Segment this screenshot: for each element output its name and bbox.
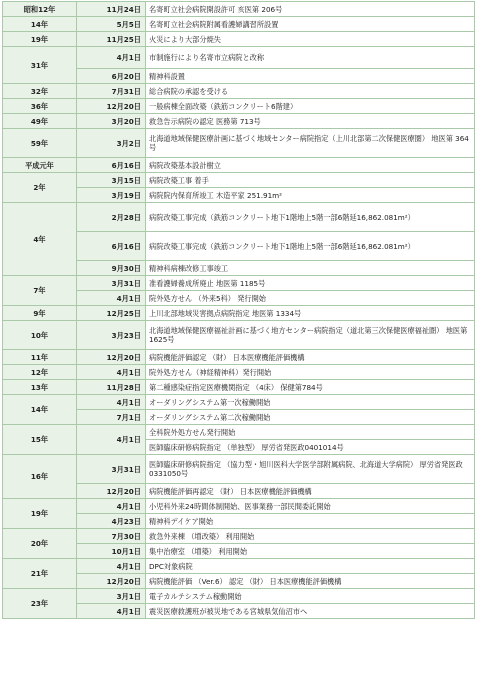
table-row — [3, 158, 475, 173]
date-cell: 4月23日 — [77, 514, 146, 529]
date-cell: 11月25日 — [77, 32, 146, 47]
event-cell: 全科院外処方せん発行開始 — [146, 425, 475, 440]
table-row — [3, 306, 475, 321]
date-cell: 12月20日 — [77, 350, 146, 365]
date-cell: 4月1日 — [77, 499, 146, 514]
table-row — [3, 350, 475, 365]
event-cell: 総合病院の承認を受ける — [146, 84, 475, 99]
date-cell: 3月1日 — [77, 589, 146, 604]
event-cell: 病院改築工事完成（鉄筋コンクリート地下1階地上5階一部6階延16,862.081m²） — [146, 232, 475, 261]
year-cell: 49年 — [3, 114, 77, 129]
event-cell: 救急外来棟 （増改築） 利用開始 — [146, 529, 475, 544]
date-cell: 12月20日 — [77, 574, 146, 589]
event-cell: 名寄町立社会病院開設許可 亥医第 206号 — [146, 2, 475, 17]
year-cell: 20年 — [3, 529, 77, 559]
date-cell: 6月16日 — [77, 158, 146, 173]
event-cell: 北海道地域保健医療計画に基づく地域センター病院指定（上川北部第二次保健医療圏） 地医第 364号 — [146, 129, 475, 158]
event-cell: 第二種感染症指定医療機関指定 （4床） 保健第784号 — [146, 380, 475, 395]
event-cell: 病院改築工事完成（鉄筋コンクリート地下1階地上5階一部6階延16,862.081m²） — [146, 203, 475, 232]
table-row — [3, 129, 475, 158]
event-cell: 震災医療救護班が被災地である宮城県気仙沼市へ — [146, 604, 475, 619]
table-row — [3, 114, 475, 129]
table-row — [3, 559, 475, 574]
event-cell: 精神科デイケア開始 — [146, 514, 475, 529]
date-cell: 7月31日 — [77, 84, 146, 99]
table-row — [3, 499, 475, 514]
date-cell: 4月1日 — [77, 559, 146, 574]
date-cell: 7月1日 — [77, 410, 146, 425]
table-row — [3, 32, 475, 47]
event-cell: 救急告示病院の認定 医務第 713号 — [146, 114, 475, 129]
event-cell: 病院院内保育所竣工 木造平家 251.91m² — [146, 188, 475, 203]
table-row — [3, 395, 475, 410]
date-cell: 2月28日 — [77, 203, 146, 232]
year-cell: 平成元年 — [3, 158, 77, 173]
event-cell: 病院機能評価 （Ver.6） 認定 （財） 日本医療機能評価機構 — [146, 574, 475, 589]
date-cell: 12月20日 — [77, 99, 146, 114]
date-cell: 3月31日 — [77, 276, 146, 291]
date-cell: 9月30日 — [77, 261, 146, 276]
date-cell: 4月1日 — [77, 395, 146, 410]
year-cell: 36年 — [3, 99, 77, 114]
year-cell: 31年 — [3, 47, 77, 84]
table-row — [3, 173, 475, 188]
date-cell: 4月1日 — [77, 47, 146, 69]
event-cell: 精神科設置 — [146, 69, 475, 84]
date-cell: 3月20日 — [77, 114, 146, 129]
date-cell: 3月23日 — [77, 321, 146, 350]
event-cell: 集中治療室 （増築） 利用開始 — [146, 544, 475, 559]
year-cell: 19年 — [3, 32, 77, 47]
year-cell: 19年 — [3, 499, 77, 529]
year-cell: 2年 — [3, 173, 77, 203]
table-row — [3, 365, 475, 380]
table-row — [3, 276, 475, 291]
date-cell: 6月20日 — [77, 69, 146, 84]
event-cell: 北海道地域保健医療福祉計画に基づく地方センター病院指定（道北第三次保健医療福祉圏） 地医第 1625号 — [146, 321, 475, 350]
date-cell: 3月19日 — [77, 188, 146, 203]
date-cell: 3月15日 — [77, 173, 146, 188]
year-cell: 12年 — [3, 365, 77, 380]
year-cell: 7年 — [3, 276, 77, 306]
event-cell: 准看護婦養成所廃止 地医第 1185号 — [146, 276, 475, 291]
date-cell: 12月20日 — [77, 484, 146, 499]
event-cell: 上川北部地域災害拠点病院指定 地医第 1334号 — [146, 306, 475, 321]
event-cell: 医師臨床研修病院指定 （協力型・旭川医科大学医学部附属病院、北海道大学病院） 厚労省発医政0331050号 — [146, 455, 475, 484]
history-table — [2, 1, 475, 619]
date-cell: 11月28日 — [77, 380, 146, 395]
table-row — [3, 380, 475, 395]
table-row — [3, 425, 475, 440]
event-cell: オーダリングシステム第二次稼働開始 — [146, 410, 475, 425]
date-cell: 6月16日 — [77, 232, 146, 261]
event-cell: 精神科病棟改修工事竣工 — [146, 261, 475, 276]
date-cell: 4月1日 — [77, 291, 146, 306]
event-cell: 火災により大部分焼失 — [146, 32, 475, 47]
table-row — [3, 321, 475, 350]
year-cell: 11年 — [3, 350, 77, 365]
event-cell: 一般病棟全面改築（鉄筋コンクリート6階建） — [146, 99, 475, 114]
year-cell: 15年 — [3, 425, 77, 455]
table-row — [3, 17, 475, 32]
date-cell: 4月1日 — [77, 425, 146, 455]
year-cell: 9年 — [3, 306, 77, 321]
event-cell: 名寄町立社会病院附属看護婦講習所設置 — [146, 17, 475, 32]
event-cell: 病院改築基本設計樹立 — [146, 158, 475, 173]
table-row — [3, 84, 475, 99]
year-cell: 昭和12年 — [3, 2, 77, 17]
table-row — [3, 529, 475, 544]
date-cell: 3月2日 — [77, 129, 146, 158]
event-cell: 医師臨床研修病院指定 （単独型） 厚労省発医政0401014号 — [146, 440, 475, 455]
year-cell: 10年 — [3, 321, 77, 350]
event-cell: 院外処方せん （外来5科） 発行開始 — [146, 291, 475, 306]
year-cell: 23年 — [3, 589, 77, 619]
event-cell: 院外処方せん（神経精神科）発行開始 — [146, 365, 475, 380]
event-cell: 電子カルテシステム稼動開始 — [146, 589, 475, 604]
date-cell: 4月1日 — [77, 604, 146, 619]
event-cell: 病院改築工事 着手 — [146, 173, 475, 188]
event-cell: 小児科外来24時間体制開始、医事業務一部民間委託開始 — [146, 499, 475, 514]
table-row — [3, 2, 475, 17]
date-cell: 5月5日 — [77, 17, 146, 32]
year-cell: 13年 — [3, 380, 77, 395]
event-cell: 病院機能評価認定 （財） 日本医療機能評価機構 — [146, 350, 475, 365]
table-row — [3, 455, 475, 484]
date-cell: 12月25日 — [77, 306, 146, 321]
date-cell: 7月30日 — [77, 529, 146, 544]
year-cell: 4年 — [3, 203, 77, 276]
event-cell: 市制施行により名寄市立病院と改称 — [146, 47, 475, 69]
date-cell: 10月1日 — [77, 544, 146, 559]
year-cell: 14年 — [3, 17, 77, 32]
date-cell: 4月1日 — [77, 365, 146, 380]
year-cell: 16年 — [3, 455, 77, 499]
event-cell: オーダリングシステム第一次稼働開始 — [146, 395, 475, 410]
history-table-container — [2, 1, 475, 619]
date-cell: 11月24日 — [77, 2, 146, 17]
table-row — [3, 203, 475, 232]
table-row — [3, 99, 475, 114]
year-cell: 32年 — [3, 84, 77, 99]
year-cell: 14年 — [3, 395, 77, 425]
date-cell: 3月31日 — [77, 455, 146, 484]
year-cell: 21年 — [3, 559, 77, 589]
year-cell: 59年 — [3, 129, 77, 158]
table-row — [3, 589, 475, 604]
table-row — [3, 47, 475, 69]
event-cell: DPC対象病院 — [146, 559, 475, 574]
event-cell: 病院機能評価再認定 （財） 日本医療機能評価機構 — [146, 484, 475, 499]
